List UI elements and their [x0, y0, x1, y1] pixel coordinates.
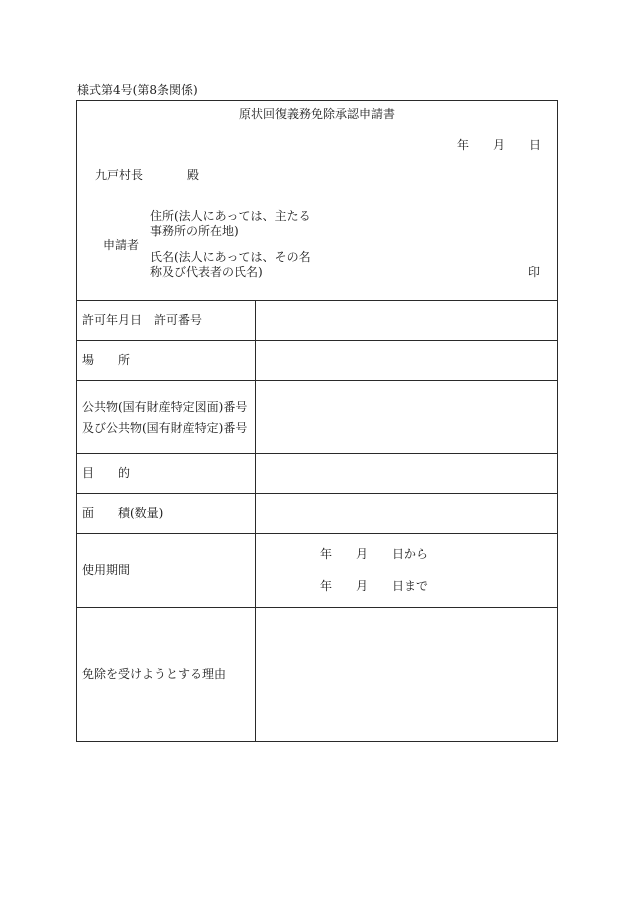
- form-title-wrap: [76, 108, 558, 120]
- public-property-label-line-1: 公共物(国有財産特定図面)番号: [82, 400, 248, 414]
- applicant-label: 申請者: [103, 238, 140, 252]
- row-exemption-reason: [76, 607, 558, 741]
- addressee-name: 九戸村長: [95, 168, 144, 182]
- row-label-cell: [76, 534, 255, 607]
- purpose-field: [255, 454, 558, 493]
- header-section: [0, 0, 630, 300]
- applicant-name-label-line-2: 称及び代表者の氏名): [150, 265, 263, 279]
- application-date-line: 年 月 日: [457, 138, 542, 152]
- public-property-label-line-2: 及び公共物(国有財産特定)番号: [82, 421, 248, 435]
- row-usage-period: [76, 533, 558, 607]
- applicant-name-label-line-1: 氏名(法人にあっては、その名: [150, 250, 311, 264]
- row-label-cell: [76, 381, 255, 453]
- row-label-cell: [76, 341, 255, 380]
- row-purpose: [76, 453, 558, 493]
- row-area: [76, 493, 558, 533]
- exemption-reason-label: 免除を受けようとする理由: [82, 667, 227, 681]
- area-label: 面 積(数量): [82, 506, 164, 520]
- row-permit-date-number: [76, 300, 558, 340]
- purpose-label: 目 的: [82, 466, 131, 480]
- usage-period-to: 年 月 日まで: [320, 579, 429, 593]
- location-field: [255, 341, 558, 380]
- permit-date-number-field: [255, 301, 558, 340]
- exemption-reason-field: [255, 608, 558, 741]
- applicant-address-label-line-2: 事務所の所在地): [150, 224, 239, 238]
- permit-date-number-label: 許可年月日 許可番号: [82, 313, 203, 327]
- usage-period-label: 使用期間: [82, 563, 131, 577]
- addressee-honorific: 殿: [187, 168, 200, 182]
- usage-period-from: 年 月 日から: [320, 547, 429, 561]
- row-label-cell: [76, 494, 255, 533]
- public-property-number-field: [255, 381, 558, 453]
- row-label-cell: [76, 301, 255, 340]
- row-public-property-number: [76, 380, 558, 453]
- location-label: 場 所: [82, 353, 131, 367]
- seal-mark: 印: [528, 265, 541, 279]
- form-title: 原状回復義務免除承認申請書: [238, 107, 395, 121]
- form-number: 様式第4号(第8条関係): [77, 83, 198, 97]
- applicant-address-label-line-1: 住所(法人にあっては、主たる: [150, 209, 311, 223]
- row-label-cell: [76, 608, 255, 741]
- row-location: [76, 340, 558, 380]
- usage-period-field: [255, 534, 558, 607]
- area-field: [255, 494, 558, 533]
- row-label-cell: [76, 454, 255, 493]
